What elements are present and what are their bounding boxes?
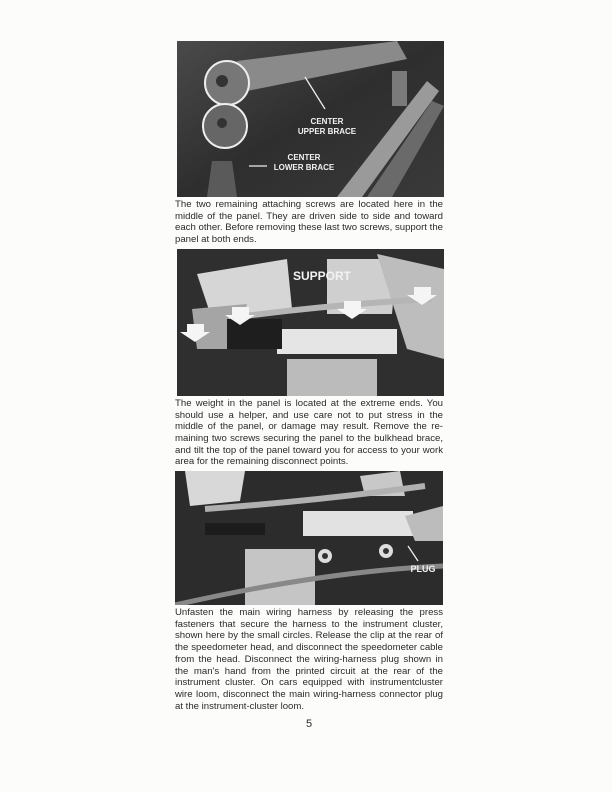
paragraph-1: The two remaining attaching screws are located here in the middle of the panel. They are driven side to side and toward each other. Before removing these last two screws, support the panel at both ends. — [175, 199, 443, 246]
label-center-lower-2: LOWER BRACE — [273, 163, 335, 172]
photo-center-braces — [177, 41, 444, 197]
page-column — [175, 0, 444, 730]
label-center-upper-2: UPPER BRACE — [297, 127, 357, 136]
label-support: SUPPORT — [292, 268, 352, 283]
label-center-upper-1: CENTER — [310, 117, 344, 126]
label-center-lower-1: CENTER — [287, 153, 321, 162]
label-plug: PLUG — [410, 564, 436, 575]
paragraph-3: Unfasten the main wiring harness by releasing the press fasteners that secure the harness to the instrument cluster, shown here by the small circles. Release the clip at the rear of the speedometer head, and disconnect the speedometer cable from the head. Disconnect the wiring-harness plug shown in the man's hand from the printed circuit at the rear of the instrument cluster. On cars equipped with instrumentcluster wire loom, disconnect the main wiring-harness connector plug at the instrument-cluster loom. — [175, 607, 443, 712]
photo-wiring-harness — [175, 471, 443, 605]
photo-support-panel — [177, 249, 444, 396]
paragraph-2: The weight in the panel is located at the extreme ends. You should use a helper, and use care not to put stress in the middle of the panel, or damage may result. Remove the remaining two screws securing the panel to the bulkhead brace, and tilt the top of the panel toward you for access to your work area for the remaining disconnect points. — [175, 397, 443, 468]
page-number: 5 — [305, 718, 313, 731]
